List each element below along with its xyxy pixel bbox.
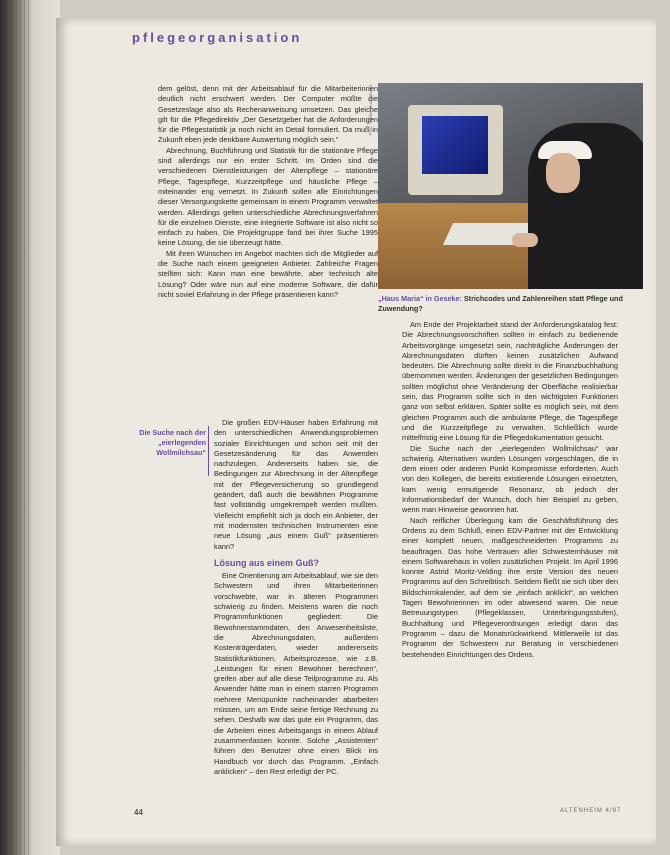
book-binding: [0, 0, 60, 855]
caption-quote: „Haus Maria“ in Geseke:: [378, 294, 462, 303]
column-left-bottom: [214, 418, 378, 777]
paragraph: Abrechnung, Buchführung und Statistik für die stationäre Pflege sind allerdings nur ein erster Schritt. Im Orden sind die verschiedenen Dienstleistungen der Altenpflege – stationäre Pflege, Tagespflege, Kurzzeitpflege und häusliche Pflege – miteinander eng vernetzt. In Zukunft sollen alle Einrichtungen dieser Versorgungskette gemeinsam in einem Programm verwaltet werden. Allerdings gelten unterschiedliche Abrechnungsverfahren für die einzelnen Dienste, eine integrierte Software ist also nicht so einfach zu haben. Die Projektgruppe fand bei ihrer Suche 1995 keine Lösung, die sie überzeugt hätte.: [158, 145, 378, 248]
photo-caption: [378, 294, 643, 313]
paragraph: Am Ende der Projektarbeit stand der Anforderungskatalog fest: Die Abrechnungsvorschriften sollten in einfach zu bedienende Arbeitsvorgänge umgesetzt sein, nachträgliche Änderungen der Abrechnungsdaten dürften keinen zusätzlichen Aufwand bedeuten. Die Abrechnung sollte direkt in die Finanzbuchhaltung übernommen werden. Änderungen der gesetzlichen Bedingungen sollten möglichst ohne Veränderung der Oberfläche realisierbar sein, das Programm sollte sich in den wichtigsten Funktionen ganz von selbst erklären. Später sollte es möglich sein, mit dem gleichen Programm auch die ambulante Pflege, die Tagespflege und die Kurzzeitpflege zu verwalten. Schließlich wurde mittelfristig eine Lösung für die Pflegedokumentation gesucht.: [402, 320, 618, 443]
photo-screen: [422, 116, 488, 174]
section-header: pflegeorganisation: [132, 30, 303, 45]
column-right: [402, 320, 618, 660]
paragraph: Nach reiflicher Überlegung kam die Geschäftsführung des Ordens zu dem Schluß, einen EDV-Partner mit der Entwicklung einer komplett neuen, maßgeschneiderten Programms zu beauftragen. Das hohe Vertrauen aller Schwesternhäuser mit einem Softwarehaus in vollen zusätzlichen Projekt. Im April 1996 konnte Astrid Moritz-Velding ihre erste Version des neuen Programms auf den Schreibtisch. Seitdem fließt sie sich über den Bildschirmkalender, auf dem sie „einfach anklickt“, an welchen Tagen Bewohnerinnen im oder abwesend waren. Die neue Betreuungstypen (Pflegeklassen, Unterbringungsstufen), Buchhaltung und Pflegeverordnungen erledigt dann das Programm – dazu die Monatsrückwirkend. Mittlerweile ist das Programm der Schwestern zur Beratung in verschiedenen bestehenden Einrichtungen des Ordens.: [402, 515, 618, 659]
paragraph: Mit ihren Wünschen im Angebot machten sich die Mitglieder auf die Suche nach einem geeigneten Anbieter. Zahlreiche Fragen stellten sich: Kann man eine bewährte, aber technisch alte Lösung? Oder wäre nun auf eine moderne Software, die dafür nicht soviel Erfahrung in der Pflege präsentieren kann?: [158, 248, 378, 299]
paragraph: Die Suche nach der „eierlegenden Wollmilchsau“ war schwierig. Alternativen wurden Lösungen vorgeschlagen, die in dem einen oder anderen Punkt Kompromisse erforderten. Auch von den Kollegen, die bereits existierende Lösungen einsetzten, kam wenig ermutigende Resonanz, ob jedoch der Informationsbedarf der Wunsch, doch hier Beispiel zu geben, wenn man Hinweise gewonnen hat.: [402, 443, 618, 515]
paragraph: dem gelöst, denn mit der Arbeitsablauf für die Mitarbeiterinnen deutlich nicht erschwert werden. Der Computer müßte die Gesetzeslage also als Rechenanweisung umsetzen. Das gleiche gilt für die Pflegedirektiv „Der Gesetzgeber hat die Anforderungen für die Pflegestatistik ja noch nicht im Detail formuliert. Da muß in Zukunft eben jede denkbare Auswertung möglich sein.“: [158, 84, 378, 145]
issue-label: ALTENHEIM 4/97: [560, 808, 622, 814]
pull-quote-rule: [208, 426, 209, 476]
caption-text: Strichcodes und Zahlenreihen statt Pflege und Zuwendung?: [378, 294, 623, 313]
page-number: 44: [134, 808, 143, 817]
subheading: Lösung aus einem Guß?: [214, 557, 320, 568]
paragraph: Die großen EDV-Häuser haben Erfahrung mit den unterschiedlichen Anwendungsproblemen sozialer Einrichtungen und schon seit mit der Gesetzesänderung für das Anwenden nachzulegen. Andererseits haben sie, die Bedingungen zur Abrechnung in der Altenpflege mit der Pflegeversicherung so grundlegend geändert, daß auch die bewährten Programme fast vollständig umgekrempelt werden mußten. Vielleicht empfiehlt sich ja doch ein Anbieter, der mit modernsten technischen Instrumenten eine neue Lösung „aus einem Guß“ präsentieren kann?: [214, 418, 378, 551]
column-left-top: [158, 84, 378, 300]
photo-hand: [512, 233, 538, 247]
photo-credit: Foto: Sabine Buschmann: [368, 85, 373, 136]
photo-face: [546, 153, 580, 193]
paragraph: Eine Orientierung am Arbeitsablauf, wie sie den Schwestern und ihren Mitarbeiterinnen vorschwebte, war in älteren Programmen schwierig zu finden. Meistens waren die noch Programmfunktionen gegliedert: Die Bewohnerstammdaten, den Anwesenheitsliste, die Abrechnungsdaten, außerdem Kostenträgerdaten, wieder andererseits Statistikfunktionen. Arbeitsprozesse, wie z.B. „Leistungen für einen Bewohner berechnen“, greifen aber auf alle diese Teilprogramme zu. Als Anwender hätte man in einem starren Programm mehrere Menüpunkte nacheinander abarbeiten müssen, um am Ende seine fertige Rechnung zu sehen. Deshalb war das gute ein Programm, das die Arbeiten eines Arbeitsgangs in einem Ablauf zusammenfassen konnte. Solche „Assistenten“ führen den Benutzer ohne einen Blick ins Handbuch vor durch das Programm. „Einfach anklicken“ – den Rest erledigt der PC.: [214, 571, 378, 776]
pull-quote: Die Suche nach der „eierlegenden Wollmilchsau“: [139, 428, 206, 457]
photo-nun-at-computer: [378, 83, 643, 289]
